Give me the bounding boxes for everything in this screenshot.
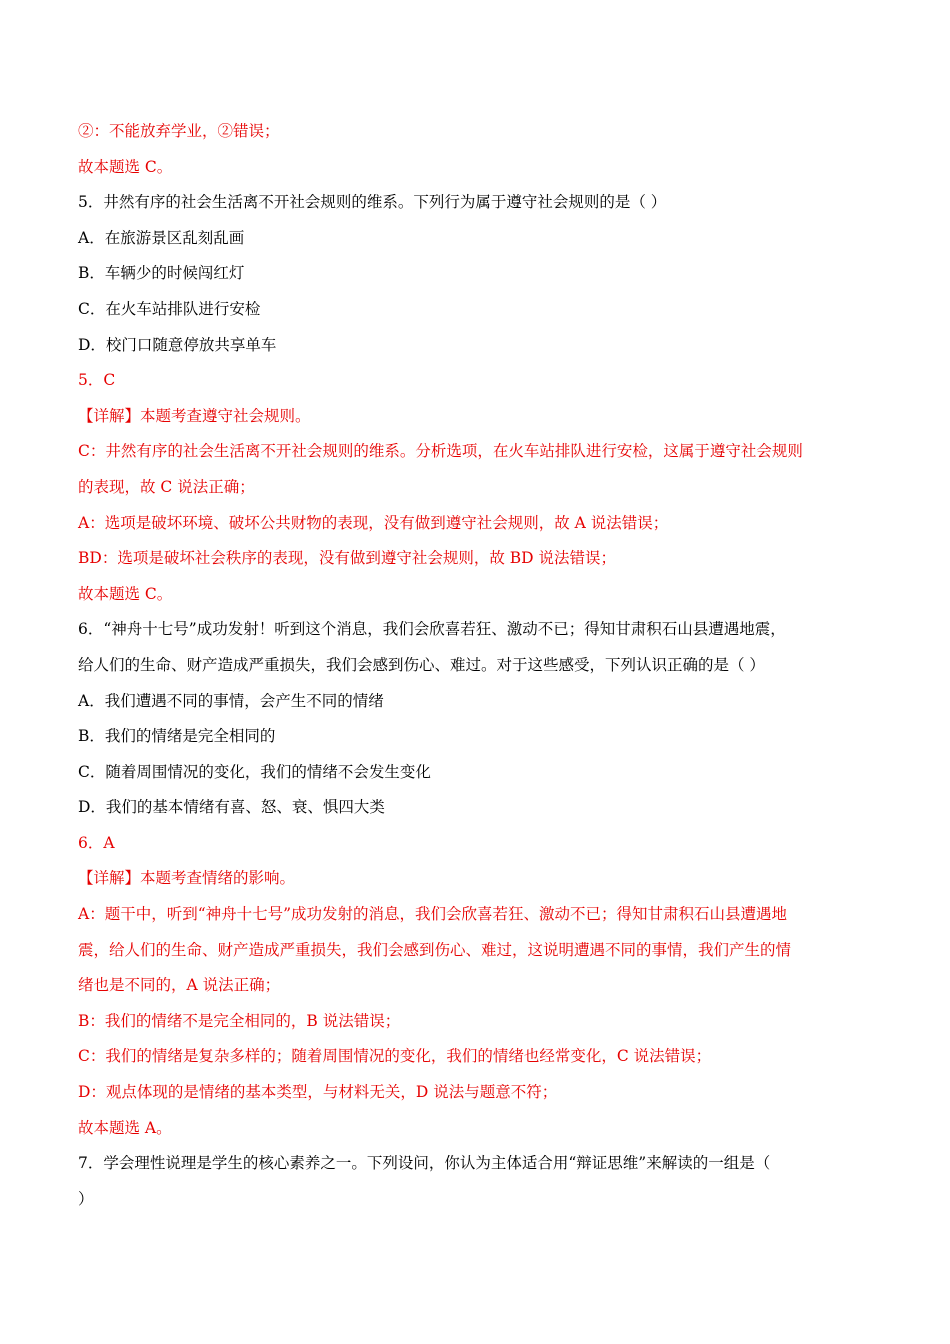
q5-conclusion: 故本题选 C。 bbox=[78, 584, 173, 603]
q6-option-a: A．我们遭遇不同的事情，会产生不同的情绪 bbox=[78, 691, 384, 710]
q6-explain-a-1: A：题干中，听到“神舟十七号”成功发射的消息，我们会欣喜若狂、激动不已；得知甘肃积石山县遭遇地 bbox=[78, 905, 788, 924]
q5-explain-bd: BD：选项是破坏社会秩序的表现，没有做到遵守社会规则，故 BD 说法错误； bbox=[78, 549, 616, 568]
q6-option-b: B．我们的情绪是完全相同的 bbox=[78, 727, 276, 746]
q5-option-b: B．车辆少的时候闯红灯 bbox=[78, 264, 245, 283]
q5-option-d: D．校门口随意停放共享单车 bbox=[78, 335, 277, 354]
q5-explain-c-2: 的表现，故 C 说法正确； bbox=[78, 477, 255, 496]
document-body bbox=[78, 114, 868, 1217]
q6-explain-b: B：我们的情绪不是完全相同的，B 说法错误； bbox=[78, 1011, 401, 1030]
q5-explain-a: A：选项是破坏环境、破坏公共财物的表现，没有做到遵守社会规则，故 A 说法错误； bbox=[78, 513, 669, 532]
q6-explain-c: C：我们的情绪是复杂多样的；随着周围情况的变化，我们的情绪也经常变化，C 说法错误； bbox=[78, 1047, 712, 1066]
q7-stem-2: ） bbox=[78, 1189, 94, 1208]
q5-option-c: C．在火车站排队进行安检 bbox=[78, 299, 261, 318]
q5-explain-c-1: C：井然有序的社会生活离不开社会规则的维系。分析选项，在火车站排队进行安检，这属于遵守社会规则 bbox=[78, 442, 803, 461]
q6-option-c: C．随着周围情况的变化，我们的情绪不会发生变化 bbox=[78, 762, 431, 781]
q5-option-a: A．在旅游景区乱刻乱画 bbox=[78, 228, 245, 247]
q5-answer: 5．C bbox=[78, 371, 116, 390]
q6-option-d: D．我们的基本情绪有喜、怒、衰、惧四大类 bbox=[78, 798, 385, 817]
q6-stem-2: 给人们的生命、财产造成严重损失，我们会感到伤心、难过。对于这些感受，下列认识正确的是（ ） bbox=[78, 655, 765, 674]
q6-explain-d: D：观点体现的是情绪的基本类型，与材料无关，D 说法与题意不符； bbox=[78, 1083, 558, 1102]
q6-detail: 【详解】本题考查情绪的影响。 bbox=[78, 869, 296, 888]
q6-conclusion: 故本题选 A。 bbox=[78, 1118, 172, 1137]
q6-explain-a-2: 震，给人们的生命、财产造成严重损失，我们会感到伤心、难过，这说明遭遇不同的事情，我们产生的情 bbox=[78, 940, 792, 959]
q6-explain-a-3: 绪也是不同的，A 说法正确； bbox=[78, 976, 281, 995]
q6-answer: 6．A bbox=[78, 833, 115, 852]
q7-stem-1: 7．学会理性说理是学生的核心素养之一。下列设问，你认为主体适合用“辩证思维”来解读的一组是（ bbox=[78, 1154, 771, 1173]
q5-detail: 【详解】本题考查遵守社会规则。 bbox=[78, 406, 311, 425]
prev-note-2: ②：不能放弃学业，②错误； bbox=[78, 122, 280, 140]
prev-conclusion: 故本题选 C。 bbox=[78, 157, 173, 176]
q6-stem-1: 6．“神舟十七号”成功发射！听到这个消息，我们会欣喜若狂、激动不已；得知甘肃积石山县遭遇地震， bbox=[78, 620, 786, 639]
q5-stem: 5．井然有序的社会生活离不开社会规则的维系。下列行为属于遵守社会规则的是（ ） bbox=[78, 193, 667, 212]
